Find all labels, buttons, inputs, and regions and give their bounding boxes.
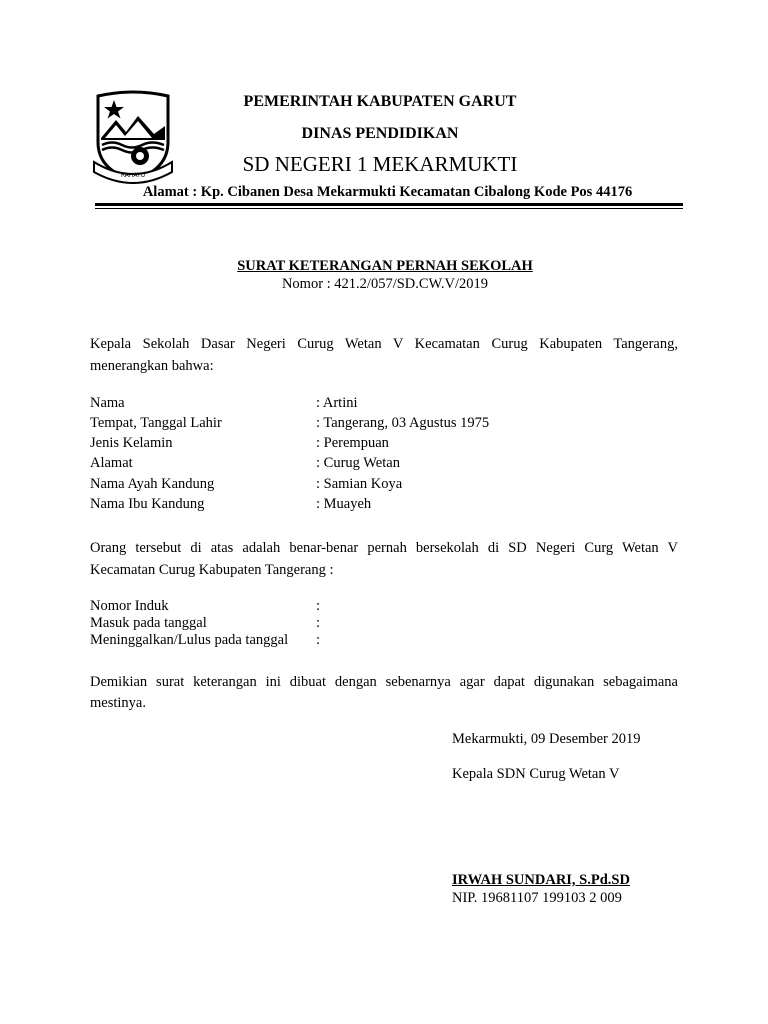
- closing-line-2: mestinya.: [90, 695, 146, 711]
- logo-banner-text: RAHAYU: [120, 172, 146, 179]
- field-value: : Curug Wetan: [316, 453, 400, 473]
- record-value: [316, 630, 320, 650]
- record-label: Meninggalkan/Lulus pada tanggal: [90, 632, 289, 648]
- letterhead-divider-thick: [95, 203, 683, 206]
- field-row-father: [90, 474, 680, 494]
- field-label: Nama Ayah Kandung: [90, 476, 215, 492]
- field-label: Nama: [90, 395, 125, 411]
- field-value: : Samian Koya: [316, 474, 402, 494]
- letterhead-address: Alamat : Kp. Cibanen Desa Mekarmukti Kecamatan Cibalong Kode Pos 44176: [142, 184, 633, 200]
- letterhead-divider-thin: [95, 208, 683, 209]
- statement-line-1: Orang tersebut di atas adalah benar-benar pernah bersekolah di SD Negeri Curg Wetan V: [90, 540, 678, 556]
- field-row-address: [90, 453, 680, 473]
- field-label: Tempat, Tanggal Lahir: [90, 415, 222, 431]
- field-label: Nama Ibu Kandung: [90, 496, 205, 512]
- signature-nip: NIP. 19681107 199103 2 009: [452, 890, 622, 906]
- field-label: Alamat: [90, 455, 133, 471]
- garut-regency-logo: [92, 90, 174, 184]
- field-label: Jenis Kelamin: [90, 435, 173, 451]
- field-row-gender: [90, 433, 680, 453]
- record-label: Masuk pada tanggal: [90, 615, 207, 631]
- letterhead-school-name: SD NEGERI 1 MEKARMUKTI: [242, 152, 518, 176]
- document-number: Nomor : 421.2/057/SD.CW.V/2019: [281, 276, 489, 292]
- field-row-birth: [90, 413, 680, 433]
- field-value: : Tangerang, 03 Agustus 1975: [316, 413, 489, 433]
- statement-line-2: Kecamatan Curug Kabupaten Tangerang :: [90, 562, 334, 578]
- letterhead-department: DINAS PENDIDIKAN: [301, 125, 459, 142]
- intro-line-2: menerangkan bahwa:: [90, 358, 214, 374]
- closing-line-1: Demikian surat keterangan ini dibuat dengan sebenarnya agar dapat digunakan sebagaimana: [90, 674, 678, 690]
- letterhead-government: PEMERINTAH KABUPATEN GARUT: [243, 93, 517, 110]
- field-row-name: [90, 393, 680, 413]
- field-value: : Perempuan: [316, 433, 389, 453]
- signature-name: IRWAH SUNDARI, S.Pd.SD: [452, 872, 630, 888]
- intro-line-1: Kepala Sekolah Dasar Negeri Curug Wetan V Kecamatan Curug Kabupaten Tangerang,: [90, 336, 678, 352]
- record-row-leave-date: [90, 630, 680, 650]
- field-value: : Muayeh: [316, 494, 371, 514]
- signature-place-date: Mekarmukti, 09 Desember 2019: [452, 731, 641, 747]
- field-value: : Artini: [316, 393, 358, 413]
- document-title: SURAT KETERANGAN PERNAH SEKOLAH: [237, 258, 533, 274]
- record-label: Nomor Induk: [90, 598, 169, 614]
- field-row-mother: [90, 494, 680, 514]
- signature-position: Kepala SDN Curug Wetan V: [452, 766, 620, 782]
